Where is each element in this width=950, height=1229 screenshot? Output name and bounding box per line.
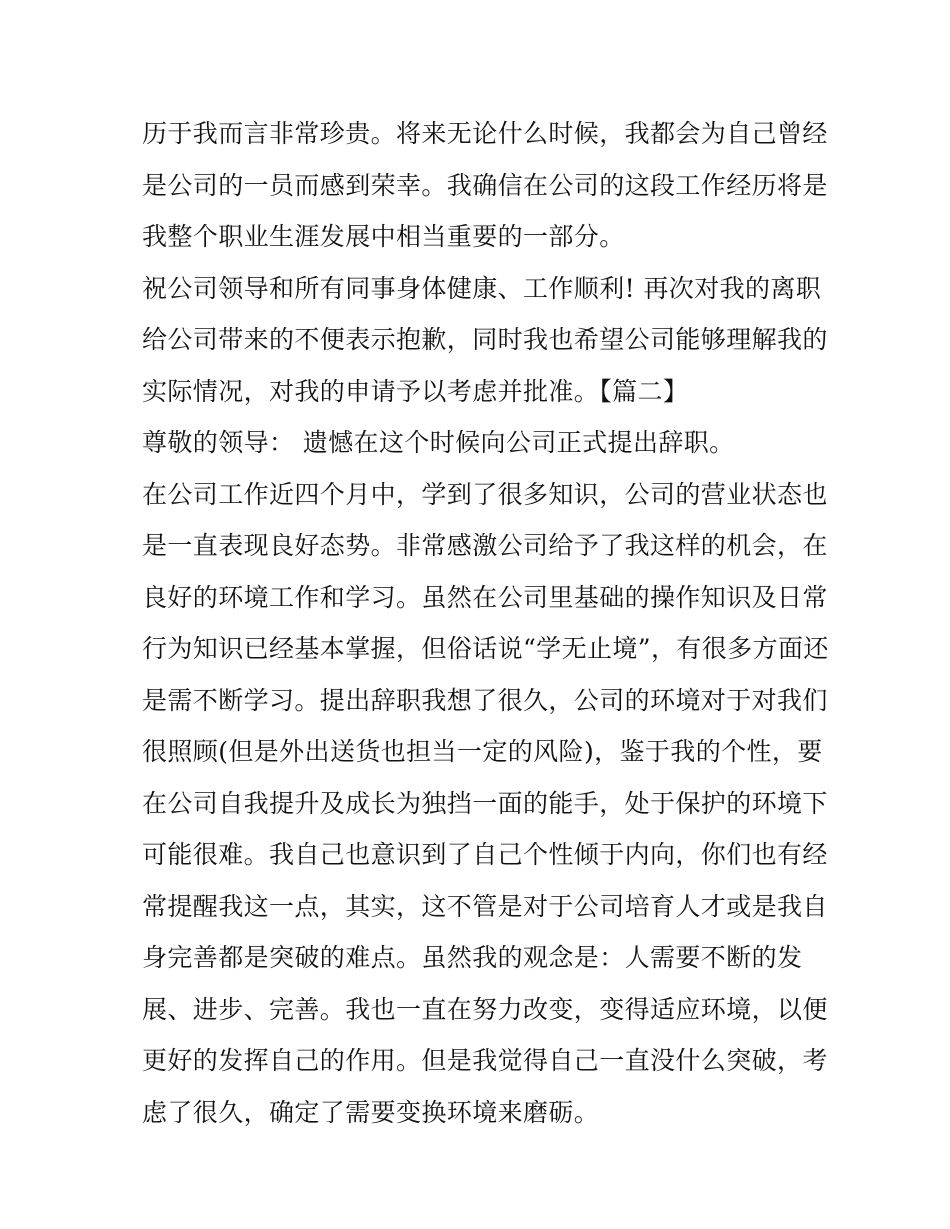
text-line: 在公司工作近四个月中，学到了很多知识，公司的营业状态也 — [142, 479, 828, 509]
text-line: 常提醒我这一点，其实，这不管是对于公司培育人才或是我自 — [142, 891, 828, 921]
text-line: 是一直表现良好态势。非常感激公司给予了我这样的机会，在 — [142, 531, 828, 560]
text-line: 尊敬的领导： 遗憾在这个时候向公司正式提出辞职。 — [142, 428, 735, 457]
text-line: 是需不断学习。提出辞职我想了很久，公司的环境对于对我们 — [142, 685, 828, 715]
text-line: 良好的环境工作和学习。虽然在公司里基础的操作知识及日常 — [142, 582, 828, 612]
text-line: 给公司带来的不便表示抱歉，同时我也希望公司能够理解我的 — [142, 325, 828, 354]
text-line: 历于我而言非常珍贵。将来无论什么时候，我都会为自己曾经 — [142, 119, 828, 148]
text-line: 实际情况，对我的申请予以考虑并批准。【篇二】 — [142, 376, 689, 406]
text-line: 在公司自我提升及成长为独挡一面的能手，处于保护的环境下 — [142, 788, 828, 818]
text-line: 祝公司领导和所有同事身体健康、工作顺利! 再次对我的离职 — [142, 273, 822, 303]
text-line: 更好的发挥自己的作用。但是我觉得自己一直没什么突破，考 — [142, 1046, 828, 1075]
text-line: 虑了很久，确定了需要变换环境来磨砺。 — [142, 1097, 600, 1127]
text-line: 行为知识已经基本掌握，但俗话说“学无止境”，有很多方面还 — [142, 634, 829, 663]
text-line: 展、进步、完善。我也一直在努力改变，变得适应环境，以便 — [142, 994, 828, 1024]
text-line: 很照顾(但是外出送货也担当一定的风险)，鉴于我的个性，要 — [142, 737, 823, 766]
text-line: 可能很难。我自己也意识到了自己个性倾于内向，你们也有经 — [142, 840, 828, 869]
text-line: 身完善都是突破的难点。虽然我的观念是：人需要不断的发 — [142, 943, 803, 972]
text-line: 我整个职业生涯发展中相当重要的一部分。 — [142, 222, 625, 251]
letter-body — [142, 108, 829, 1138]
text-line: 是公司的一员而感到荣幸。我确信在公司的这段工作经历将是 — [142, 170, 828, 200]
